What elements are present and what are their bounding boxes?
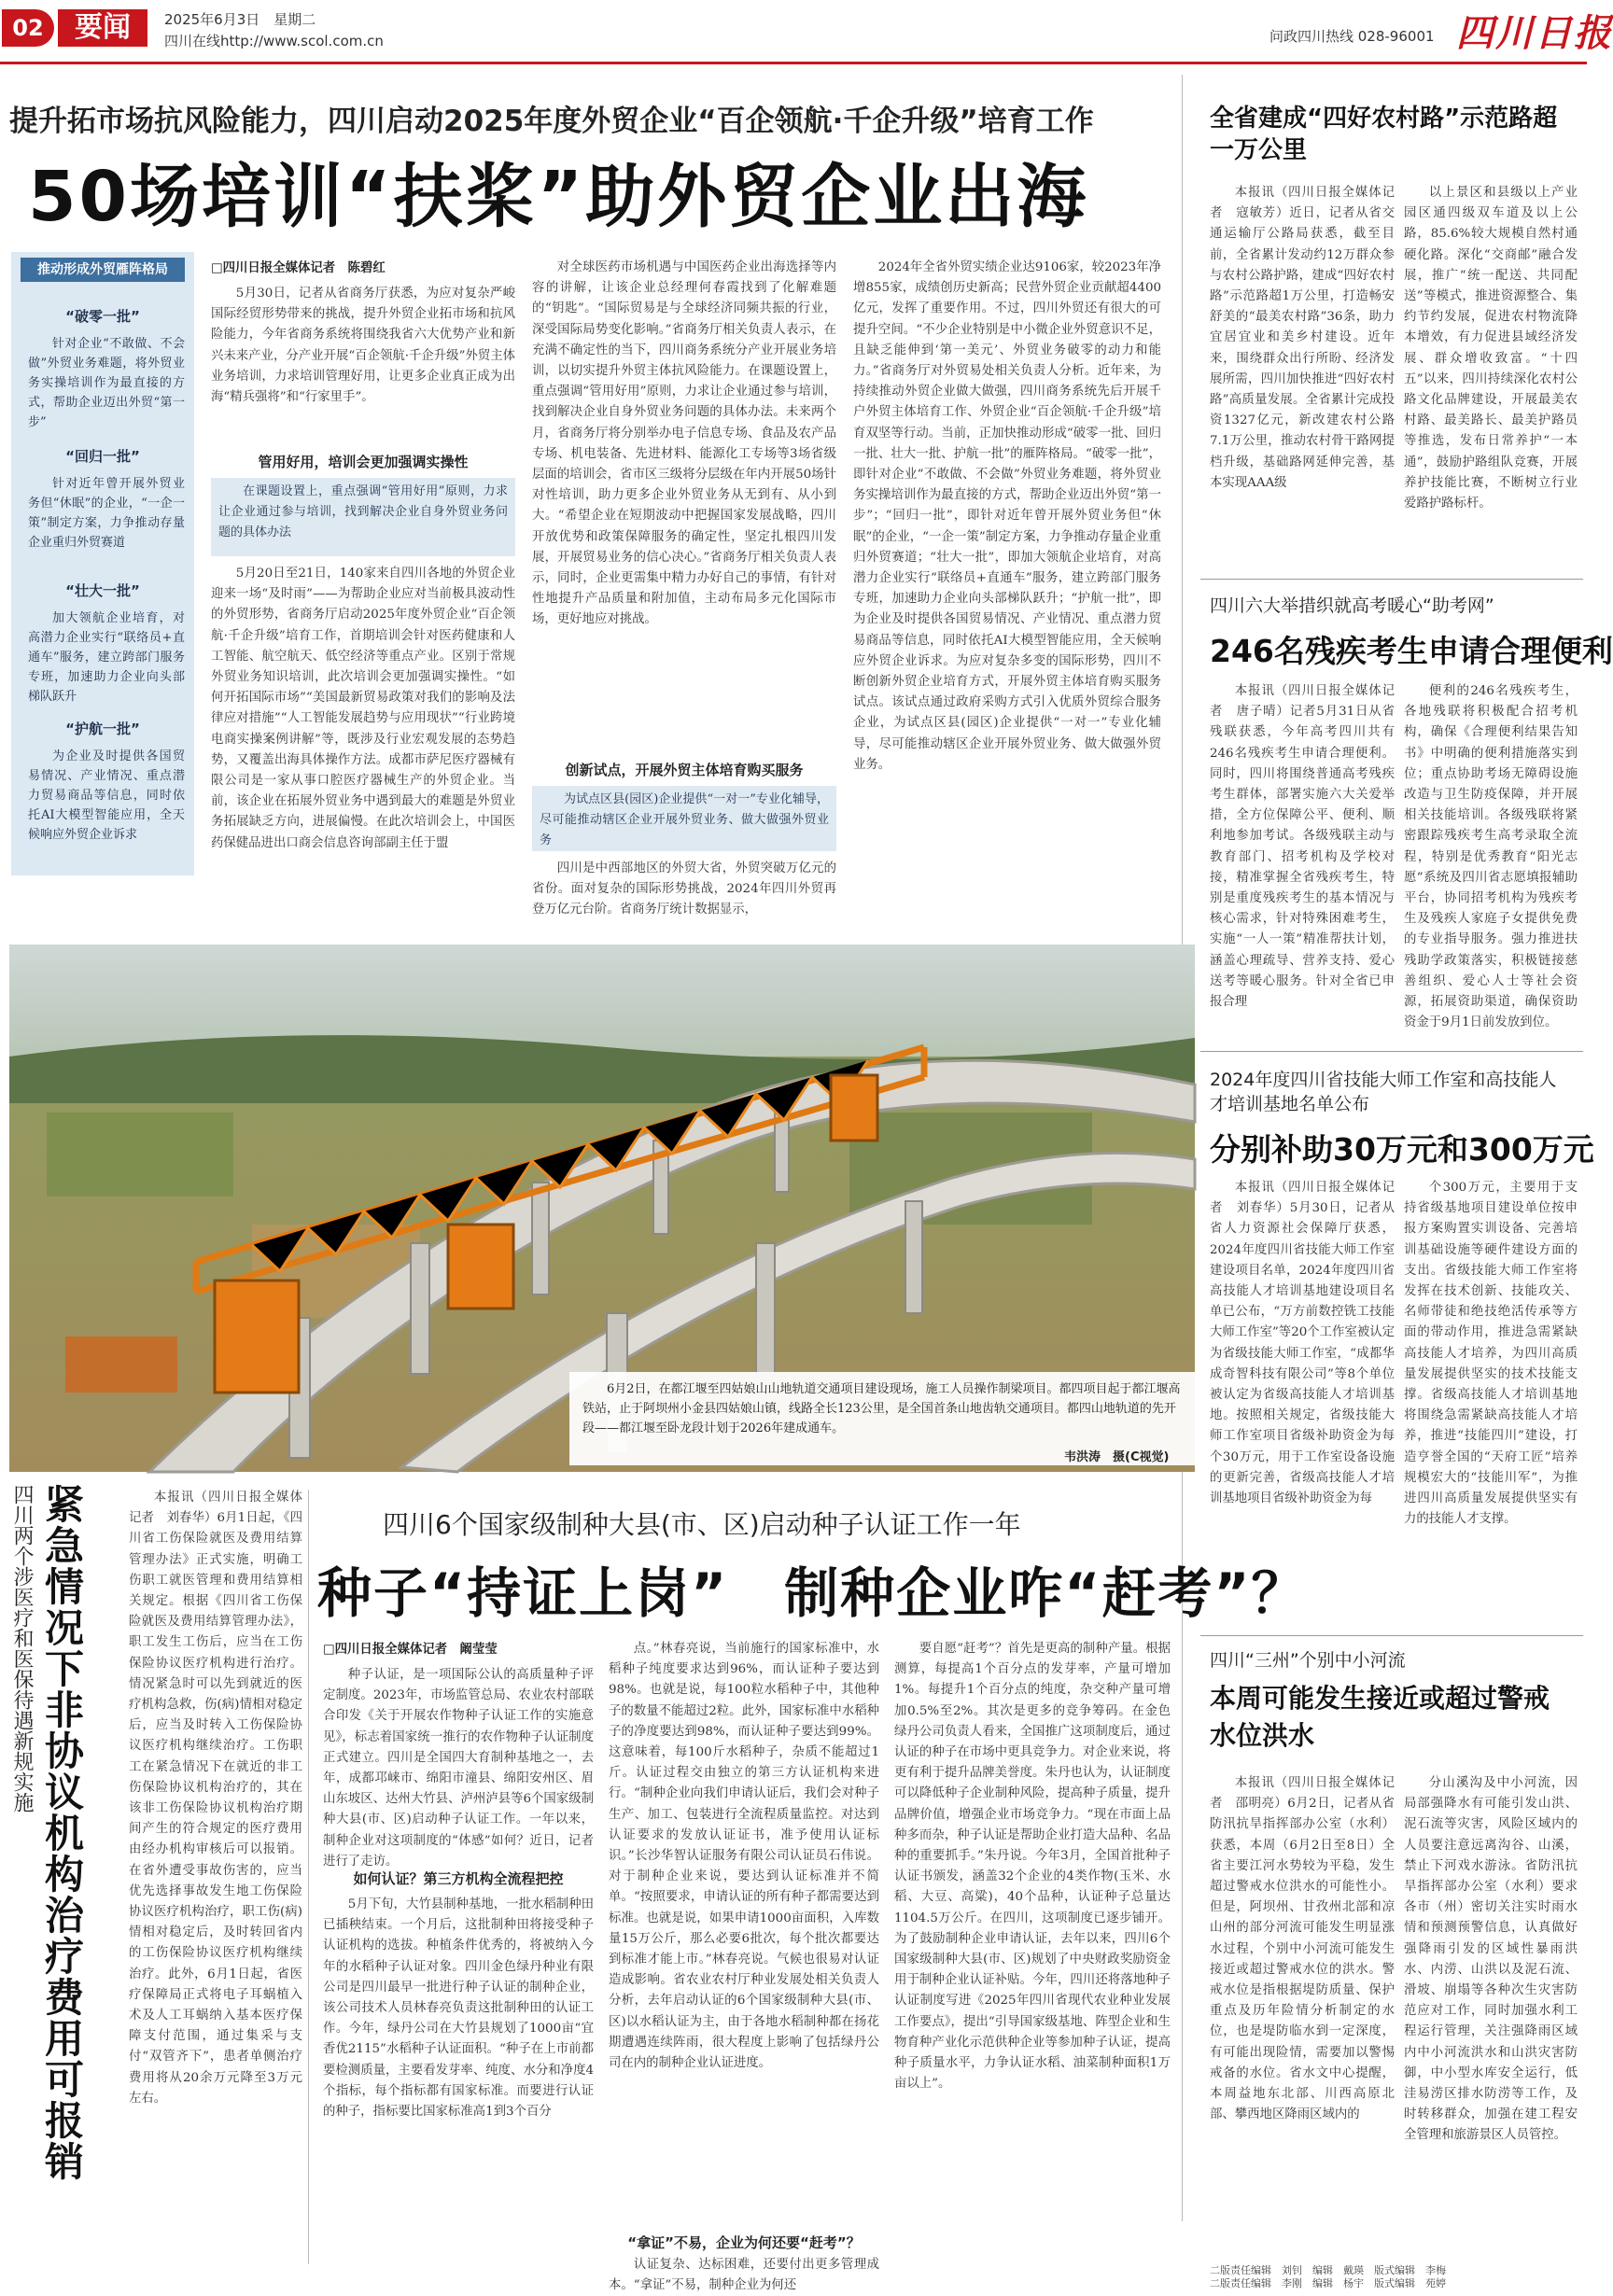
sidebar-item-text: 加大领航企业培育，对高潜力企业实行“联络员+直通车”服务，建立跨部门服务专班，加速助力企业向头部梯队跃升 xyxy=(28,611,185,704)
column-divider xyxy=(308,1490,309,2264)
seed-body-col2b: 认证复杂、达标困难，还要付出更多管理成本。“拿证”不易，制种企业为何还 xyxy=(609,2258,879,2293)
seed-kicker: 四川6个国家级制种大县(市、区)启动种子认证工作一年 xyxy=(383,1509,1021,1540)
section-rule xyxy=(1200,579,1583,580)
section-name: 要闻 xyxy=(58,9,147,47)
masthead-rule xyxy=(0,62,1587,64)
sidebar-item-text: 为企业及时提供各国贸易情况、产业情况、重点潜力贸易商品等信息，同时依托AI大模型智能应用，全天候响应外贸企业诉求 xyxy=(28,749,185,842)
newspaper-logo: 四川日报 xyxy=(1456,11,1613,55)
flood-body-col1: 本报讯（四川日报全媒体记者 邵明亮）6月2日，记者从省防汛抗旱指挥部办公室（水利）获悉，本周（6月2日至8日）全省主要江河水势较为平稳，发生超过警戒水位洪水的可能性小。但是，阿坝州、甘孜州北部和凉山州的部分河流可能发生明显涨水过程，个别中小河流可能发生接近或超过警戒水位的洪水。警戒水位是指根据堤防质量、保护重点及历年险情分析制定的水位，也是堤防临水到一定深度，有可能出现险情，需要加以警惕戒备的水位。省水文中心提醒，本周益地东北部、川西高原北部、攀西地区降雨区域内的 xyxy=(1210,1776,1395,2122)
masters-body-col1: 本报讯（四川日报全媒体记者 刘春华）5月30日，记者从省人力资源社会保障厅获悉，2024年度四川省技能大师工作室建设项目名单，2024年度四川省高技能人才培训基地建设项目名单已公布，“万方前数控铣工技能大师工作室”等20个工作室被认定为省级技能大师工作室，“成都华成奇智科技有限公司”等8个单位被认定为省级高技能人才培训基地。按照相关规定，省级技能大师工作室项目省级补助资金为每个30万元，用于工作室设备设施的更新完善，省级高技能人才培训基地项目省级补助资金为每 xyxy=(1210,1181,1395,1506)
medical-title: 紧急情况下非协议机构治疗费用可报销 xyxy=(39,1484,85,2182)
exam-title: 246名残疾考生申请合理便利 xyxy=(1210,633,1613,669)
lead-kicker: 提升拓市场抗风险能力，四川启动2025年度外贸企业“百企领航·千企升级”培育工作 xyxy=(9,105,1094,138)
page-number: 02 xyxy=(2,9,54,47)
exam-kicker: 四川六大举措织就高考暖心“助考网” xyxy=(1210,595,1494,616)
sidebar-item-title: “护航一批” xyxy=(65,721,140,737)
lead-body-col2: 对全球医药市场机遇与中国医药企业出海选择等内容的讲解，让该企业总经理何春霞找到了化解难题的“钥匙”。“国际贸易是与全球经济同频共振的行业，深受国际局势变化影响。”省商务厅相关负责人表示，在充满不确定性的当下，四川商务系统分产业开展业务培训，以切实提升外贸主体抗风险能力。在课题设置上，重点强调“管用好用”原则，力求让企业通过参与培训，找到解决企业自身外贸业务问题的具体办法。未来两个月，省商务厅将分别举办电子信息专场、食品及农产品专场、机电装备、先进材料、能源化工专场等3场省级层面的培训会，省市区三级将分层级在年内开展50场针对性培训，助力更多企业外贸业务从无到有、从小到大。“希望企业在短期波动中把握国家发展战略，四川开放优势和政策保障服务的确定性，坚定扎根四川发展，开展贸易业务的信心决心。”省商务厅相关负责人表示，同时，企业更需集中精力办好自己的事情，有针对性地提升产品质量和附加值，主动布局多元化国际市场，更好地应对挑战。 xyxy=(532,260,836,627)
masters-kicker: 2024年度四川省技能大师工作室和高技能人才培训基地名单公布 xyxy=(1210,1070,1557,1114)
flood-kicker: 四川“三州”个别中小河流 xyxy=(1210,1650,1406,1671)
seed-body-col2: 点。”林春亮说，当前施行的国家标准中，水稻种子纯度要求达到96%，而认证种子要达到98%。也就是说，每100粒水稻种子中，其他种子的数量不能超过2粒。此外，国家标准中水稻种子的净度要达到98%，而认证种子要达到99%。这意味着，每100斤水稻种子，杂质不能超过1斤。认证过程交由独立的第三方认证机构来进行。“制种企业向我们申请认证后，我们会对种子生产、加工、包装进行全流程质量监控。对达到认证要求的发放认证证书，准予使用认证标识。”长沙华智认证服务有限公司认证员石伟说。对于制种企业来说，要达到认证标准并不简单。“按照要求，申请认证的所有种子都需要达到标准。也就是说，如果申请1000亩面积，入库数量15万公斤，那么必要6批次，每个批次都要达到标准才能上市。”林春亮说。气候也很易对认证造成影响。省农业农村厅种业发展处相关负责人分析，去年启动认证的6个国家级制种大县(市、区)以水稻认证为主，由于各地水稻制种都在扬花期遭遇连续阵雨，很大程度上影响了包括绿丹公司在内的制种企业认证进度。 xyxy=(609,1642,879,2071)
seed-body-col1: 种子认证，是一项国际公认的高质量种子评定制度。2023年，市场监管总局、农业农村部联合印发《关于开展农作物种子认证工作的实施意见》，标志着国家统一推行的农作物种子认证制度正式建立。四川是全国四大育制种基地之一，去年，成都邛崃市、绵阳市潼县、绵阳安州区、眉山东坡区、达州大竹县、泸州泸县等6个国家级制种大县(市、区)启动种子认证工作。一年以来，制种企业对这项制度的“体感”如何？近日，记者进行了走访。 xyxy=(323,1668,594,1869)
lead-title: 50场培训“扶桨”助外贸企业出海 xyxy=(28,157,1089,237)
sidebar-heading: 推动形成外贸雁阵格局 xyxy=(21,258,185,282)
masthead xyxy=(0,0,1613,75)
flood-body-col2: 分山溪沟及中小河流，因局部强降水有可能引发山洪、泥石流等灾害，风险区域内的人员要注意远离沟谷、山溪，禁止下河戏水游泳。省防汛抗旱指挥部办公室（水利）要求各市（州）密切关注实时雨水情和预测预警信息，认真做好强降雨引发的区域性暴雨洪水、内涝、山洪以及泥石流、滑坡、崩塌等各种次生灾害防范应对工作，同时加强水利工程运行管理，关注强降雨区域内中小河流洪水和山洪灾害防御，中小型水库安全运行，低洼易涝区排水防涝等工作，及时转移群众，加强在建工程安全管理和旅游景区人员管控。 xyxy=(1404,1776,1578,2143)
lead-subhead-1: 管用好用，培训会更加强调实操性 xyxy=(258,454,469,470)
photo-credit: 韦洪涛 摄(C视觉) xyxy=(1064,1450,1170,1464)
lead-pullquote-1: 在课题设置上，重点强调“管用好用”原则，力求让企业通过参与培训，找到解决企业自身外贸业务问题的具体办法 xyxy=(211,478,515,556)
issue-date: 2025年6月3日 星期二 xyxy=(164,11,316,28)
villages-body-col2: 以上景区和县级以上产业园区通四级双车道及以上公路，85.6%较大规模自然村通硬化路。深化“交商邮”融合发展，推广“统一配送、共同配送”等模式，推进资源整合、集约节约发展，促进农村物流降本增效，有力促进县域经济发展、群众增收致富。“十四五”以来，四川持续深化农村公路文化品牌建设，开展最美农村路、最美路长、最美护路员等推选，发布日常养护“一本通”，鼓励护路组队竞赛，开展养护技能比赛，不断树立行业爱路护路标杆。 xyxy=(1404,186,1578,511)
sidebar-item-text: 针对企业“不敢做、不会做”外贸业务难题，将外贸业务实操培训作为最直接的方式，帮助企业迈出外贸“第一步” xyxy=(28,337,185,429)
lead-body-col1b: 5月20日至21日，140家来自四川各地的外贸企业迎来一场“及时雨”——为帮助企业应对当前极具波动性的外贸形势，省商务厅启动2025年度外贸企业“百企领航·千企升级”培育工作，首期培训会针对医药健康和人工智能、航空航天、低空经济等重点产业。区别于常规外贸业务知识培训，此次培训会更加强调实操性。“如何开拓国际市场”“美国最新贸易政策对我们的影响及法律应对措施”“人工智能发展趋势与应用现状”“行业跨境电商实操案例讲解”等，既涉及行业宏观发展的态势趋势，又覆盖出海具体操作方法。成都市萨尼医疗器械有限公司是一家从事口腔医疗器械生产的外贸企业。当前，该企业在拓展外贸业务中遇到最大的难题是外贸业务拓展缺乏方向，进展偏慢。在此次培训会上，中国医药保健品进出口商会信息咨询部副主任于盟 xyxy=(211,567,515,850)
exam-body-col2: 便利的246名残疾考生，各地残联将积极配合招考机构，确保《合理便利结果告知书》中明确的便利措施落实到位；重点协助考场无障碍设施改造与卫生防疫保障，并开展相关技能培训。各级残联将紧密跟踪残疾考生高考录取全流程，特别是优秀教育“阳光志愿”系统及四川省志愿填报辅助平台，协同招考机构为残疾考生及残疾人家庭子女提供免费的专业指导服务。强力推进扶残助学政策落实，积极链接慈善组织、爱心人士等社会资源，拓展资助渠道，确保资助资金于9月1日前发放到位。 xyxy=(1404,684,1578,1030)
hotline: 问政四川热线 028-96001 xyxy=(1269,28,1435,45)
seed-body-col1b: 5月下旬，大竹县制种基地，一批水稻制种田已插秧结束。一个月后，这批制种田将接受种子认证机构的选拔。种植条件优秀的，将被纳入今年的水稻种子认证对象。四川金色绿丹种业有限公司是四川最早一批进行种子认证的制种企业，该公司技术人员林春亮负责这批制种田的认证工作。今年，绿丹公司在大竹县规划了1000亩“宜香优2115”水稻种子认证面积。“种子在上市前都要检测质量，主要看发芽率、纯度、水分和净度4个指标，每个指标都有国家标准。而要进行认证的种子，指标要比国家标准高1到3个百分 xyxy=(323,1897,594,2120)
seed-title: 种子“持证上岗” 制种企业咋“赶考”？ xyxy=(317,1561,1308,1625)
lead-pullquote-2: 为试点区县(园区)企业提供“一对一”专业化辅导，尽可能推动辖区企业开展外贸业务、做大做强外贸业务 xyxy=(532,786,836,851)
section-rule xyxy=(1200,1635,1583,1636)
lead-subhead-2: 创新试点，开展外贸主体培育购买服务 xyxy=(565,762,804,778)
villages-body-col1: 本报讯（四川日报全媒体记者 寇敏芳）近日，记者从省交通运输厅公路局获悉，截至目前，全省累计发动约12万群众参与农村公路护路，建成“四好农村路”示范路超1万公里，打造畅安舒美的“最美农村路”36条，助力宜居宜业和美乡村建设。近年来，围绕群众出行所盼、经济发展所需，四川加快推进“四好农村路”高质量发展。全省累计完成投资1327亿元，新改建农村公路7.1万公里，推动农村骨干路网提档升级，基础路网延伸完善，基本实现AAA级 xyxy=(1210,186,1395,490)
footer-editors-1: 二版责任编辑 刘钊 编辑 戴瑛 版式编辑 李梅 xyxy=(1210,2264,1446,2276)
sidebar-item-title: “破零一批” xyxy=(65,308,140,325)
medical-body: 本报讯（四川日报全媒体记者 刘春华）6月1日起，《四川省工伤保险就医及费用结算管理办法》正式实施，明确工伤职工就医管理和费用结算相关规定。根据《四川省工伤保险就医及费用结算管理办法》，职工发生工伤后，应当在工伤保险协议医疗机构进行治疗。情况紧急时可以先到就近的医疗机构急救，伤(病)情相对稳定后，应当及时转入工伤保险协议医疗机构继续治疗。工伤职工在紧急情况下在就近的非工伤保险协议机构治疗的，其在该非工伤保险协议机构治疗期间产生的符合规定的医疗费用由经办机构审核后可以报销。在省外遭受事故伤害的，应当优先选择事故发生地工伤保险协议医疗机构治疗，职工伤(病)情相对稳定后，及时转回省内的工伤保险协议医疗机构继续治疗。此外，6月1日起，省医疗保障局正式将电子耳蜗植入术及人工耳蜗纳入基本医疗保障支付范围，通过集采与支付“双管齐下”，患者单侧治疗费用将从20余万元降至3万元左右。 xyxy=(129,1491,302,2106)
site-url[interactable]: 四川在线http://www.scol.com.cn xyxy=(164,33,384,49)
seed-subhead-2: “拿证”不易，企业为何还要“赶考”？ xyxy=(627,2234,861,2251)
sidebar-item-text: 针对近年曾开展外贸业务但“休眠”的企业，“一企一策”制定方案，力争推动存量企业重归外贸赛道 xyxy=(28,477,185,550)
seed-byline: □四川日报全媒体记者 阚莹莹 xyxy=(323,1643,498,1657)
masters-body-col2: 个300万元，主要用于支持省级基地项目建设单位按申报方案购置实训设备、完善培训基础设施等硬件建设方面的支出。省级技能大师工作室将发挥在技术创新、技能攻关、名师带徒和绝技绝活传承等方面的带动作用，推进急需紧缺高技能人才培养，为四川高质量发展提供坚实的技术技能支撑。省级高技能人才培训基地将围绕急需紧缺高技能人才培养，推进“技能四川”建设，打造亨誉全国的“天府工匠”培养规模宏大的“技能川军”，为推进四川高质量发展提供坚实有力的技能人才支撑。 xyxy=(1404,1181,1578,1527)
exam-body-col1: 本报讯（四川日报全媒体记者 唐子晴）记者5月31日从省残联获悉，今年高考四川共有246名残疾考生申请合理便利。同时，四川将围绕普通高考残疾考生群体，部署实施六大关爱举措，全方位保障公平、便利、顺利地参加考试。各级残联主动与教育部门、招考机构及学校对接，精准掌握全省残疾考生，特别是重度残疾考生的基本情况与核心需求，针对特殊困难考生，实施“一人一策”精准帮扶计划，涵盖心理疏导、营养支持、爱心送考等暖心服务。针对全省已申报合理 xyxy=(1210,684,1395,1010)
seed-body-col3: 要自愿“赶考”？首先是更高的制种产量。根据测算，每提高1个百分点的发芽率，产量可增加1%。每提升1个百分点的纯度，杂交种产量可增加0.5%至2%。其次是更多的竞争筹码。在金色绿丹公司负责人看来，全国推广这项制度后，通过认证的种子在市场中更具竞争力。对企业来说，将更有利于提升品牌美誉度。朱丹也认为，认证制度可以降低种子企业制种风险，提高种子质量，提升品牌价值，增强企业市场竞争力。“现在市面上品种多而杂，种子认证是帮助企业打造大品种、名品种的重要抓手。”朱丹说。今年3月，全国首批种子认证书颁发，涵盖32个企业的4类作物(玉米、水稻、大豆、高粱)，40个品种，认证种子总量达1104.5万公斤。在四川，这项制度已逐步铺开。为了鼓励制种企业申请认证，去年以来，四川6个国家级制种大县(市、区)规划了中央财政奖励资金用于制种企业认证补贴。今年，四川还将落地种子认证制度写进《2025年四川省现代农业种业发展工作要点》，提出“引导国家级基地、阵型企业和生物育种产业化示范供种企业等参加种子认证，提高种子质量水平，力争认证水稻、油菜制种面积1万亩以上”。 xyxy=(894,1642,1171,2092)
section-rule xyxy=(1200,1051,1583,1052)
seed-subhead-1: 如何认证？第三方机构全流程把控 xyxy=(353,1870,564,1887)
lead-body-col2b: 四川是中西部地区的外贸大省，外贸突破万亿元的省份。面对复杂的国际形势挑战，2024年四川外贸再登万亿元台阶。省商务厅统计数据显示， xyxy=(532,861,836,917)
flood-title: 本周可能发生接近或超过警戒水位洪水 xyxy=(1210,1683,1550,1751)
medical-kicker: 四川两个涉医疗和医保待遇新规实施 xyxy=(10,1484,34,1813)
photo-caption-text: 6月2日，在都江堰至四姑娘山山地轨道交通项目建设现场，施工人员操作制梁项目。都四项目起于都江堰高铁站，止于阿坝州小金县四姑娘山镇，线路全长123公里，是全国首条山地齿轨交通项目。都四山地轨道的先开段——都江堰至卧龙段计划于2026年建成通车。 xyxy=(582,1382,1181,1435)
lead-byline: □四川日报全媒体记者 陈碧红 xyxy=(211,261,386,275)
sidebar-item-title: “回归一批” xyxy=(65,448,140,465)
villages-title: 全省建成“四好农村路”示范路超一万公里 xyxy=(1210,105,1558,164)
lead-body-col3: 2024年全省外贸实绩企业达9106家，较2023年净增855家，成绩创历史新高；民营外贸企业贡献超4400亿元，发挥了重要作用。不过，四川外贸还有很大的可提升空间。“不少企业特别是中小微企业外贸意识不足，且缺乏能伸到‘第一美元’、外贸业务破零的动力和能力。”省商务厅对外贸易处相关负责人分析。近年来，为持续推动外贸企业做大做强，四川商务系统先后开展千户外贸主体培育工作、外贸企业“百企领航·千企升级”培育双坚等行动。当前，正加快推动形成“破零一批、回归一批、壮大一批、护航一批”的雁阵格局。“破零一批”，即针对企业“不敢做、不会做”外贸业务难题，将外贸业务实操培训作为最直接的方式，帮助企业迈出外贸“第一步”；“回归一批”，即针对近年曾开展外贸业务但“休眠”的企业，“一企一策”制定方案，力争推动存量企业重归外贸赛道；“壮大一批”，即加大领航企业培育，对高潜力企业实行“联络员+直通车”服务，建立跨部门服务专班，加速助力企业向头部梯队跃升；“护航一批”，即为企业及时提供各国贸易情况、产业情况、重点潜力贸易商品等信息，同时依托AI大模型智能应用，全天候响应外贸企业诉求。为应对复杂多变的国际形势，四川不断创新外贸企业培育方式，开展外贸主体培育购买服务试点。该试点通过政府采购方式引入优质外贸综合服务企业，为试点区县(园区)企业提供“一对一”专业化辅导，尽可能推动辖区企业开展外贸业务、做大做强外贸业务。 xyxy=(853,260,1161,772)
lead-sidebar xyxy=(11,252,194,875)
sidebar-item-title: “壮大一批” xyxy=(65,582,140,599)
footer-editors-2: 二版责任编辑 李刚 编辑 杨宇 版式编辑 苑婷 xyxy=(1210,2277,1446,2289)
lead-body-col1: 5月30日，记者从省商务厅获悉，为应对复杂严峻国际经贸形势带来的挑战，提升外贸企业拓市场和抗风险能力，今年省商务系统将围绕我省六大优势产业和新兴未来产业，分产业开展“百企领航·千企升级”外贸主体业务培训，力求培训管理好用，让更多企业真正成为出海“精兵强将”和“行家里手”。 xyxy=(211,287,515,405)
masters-title: 分别补助30万元和300万元 xyxy=(1210,1131,1594,1168)
